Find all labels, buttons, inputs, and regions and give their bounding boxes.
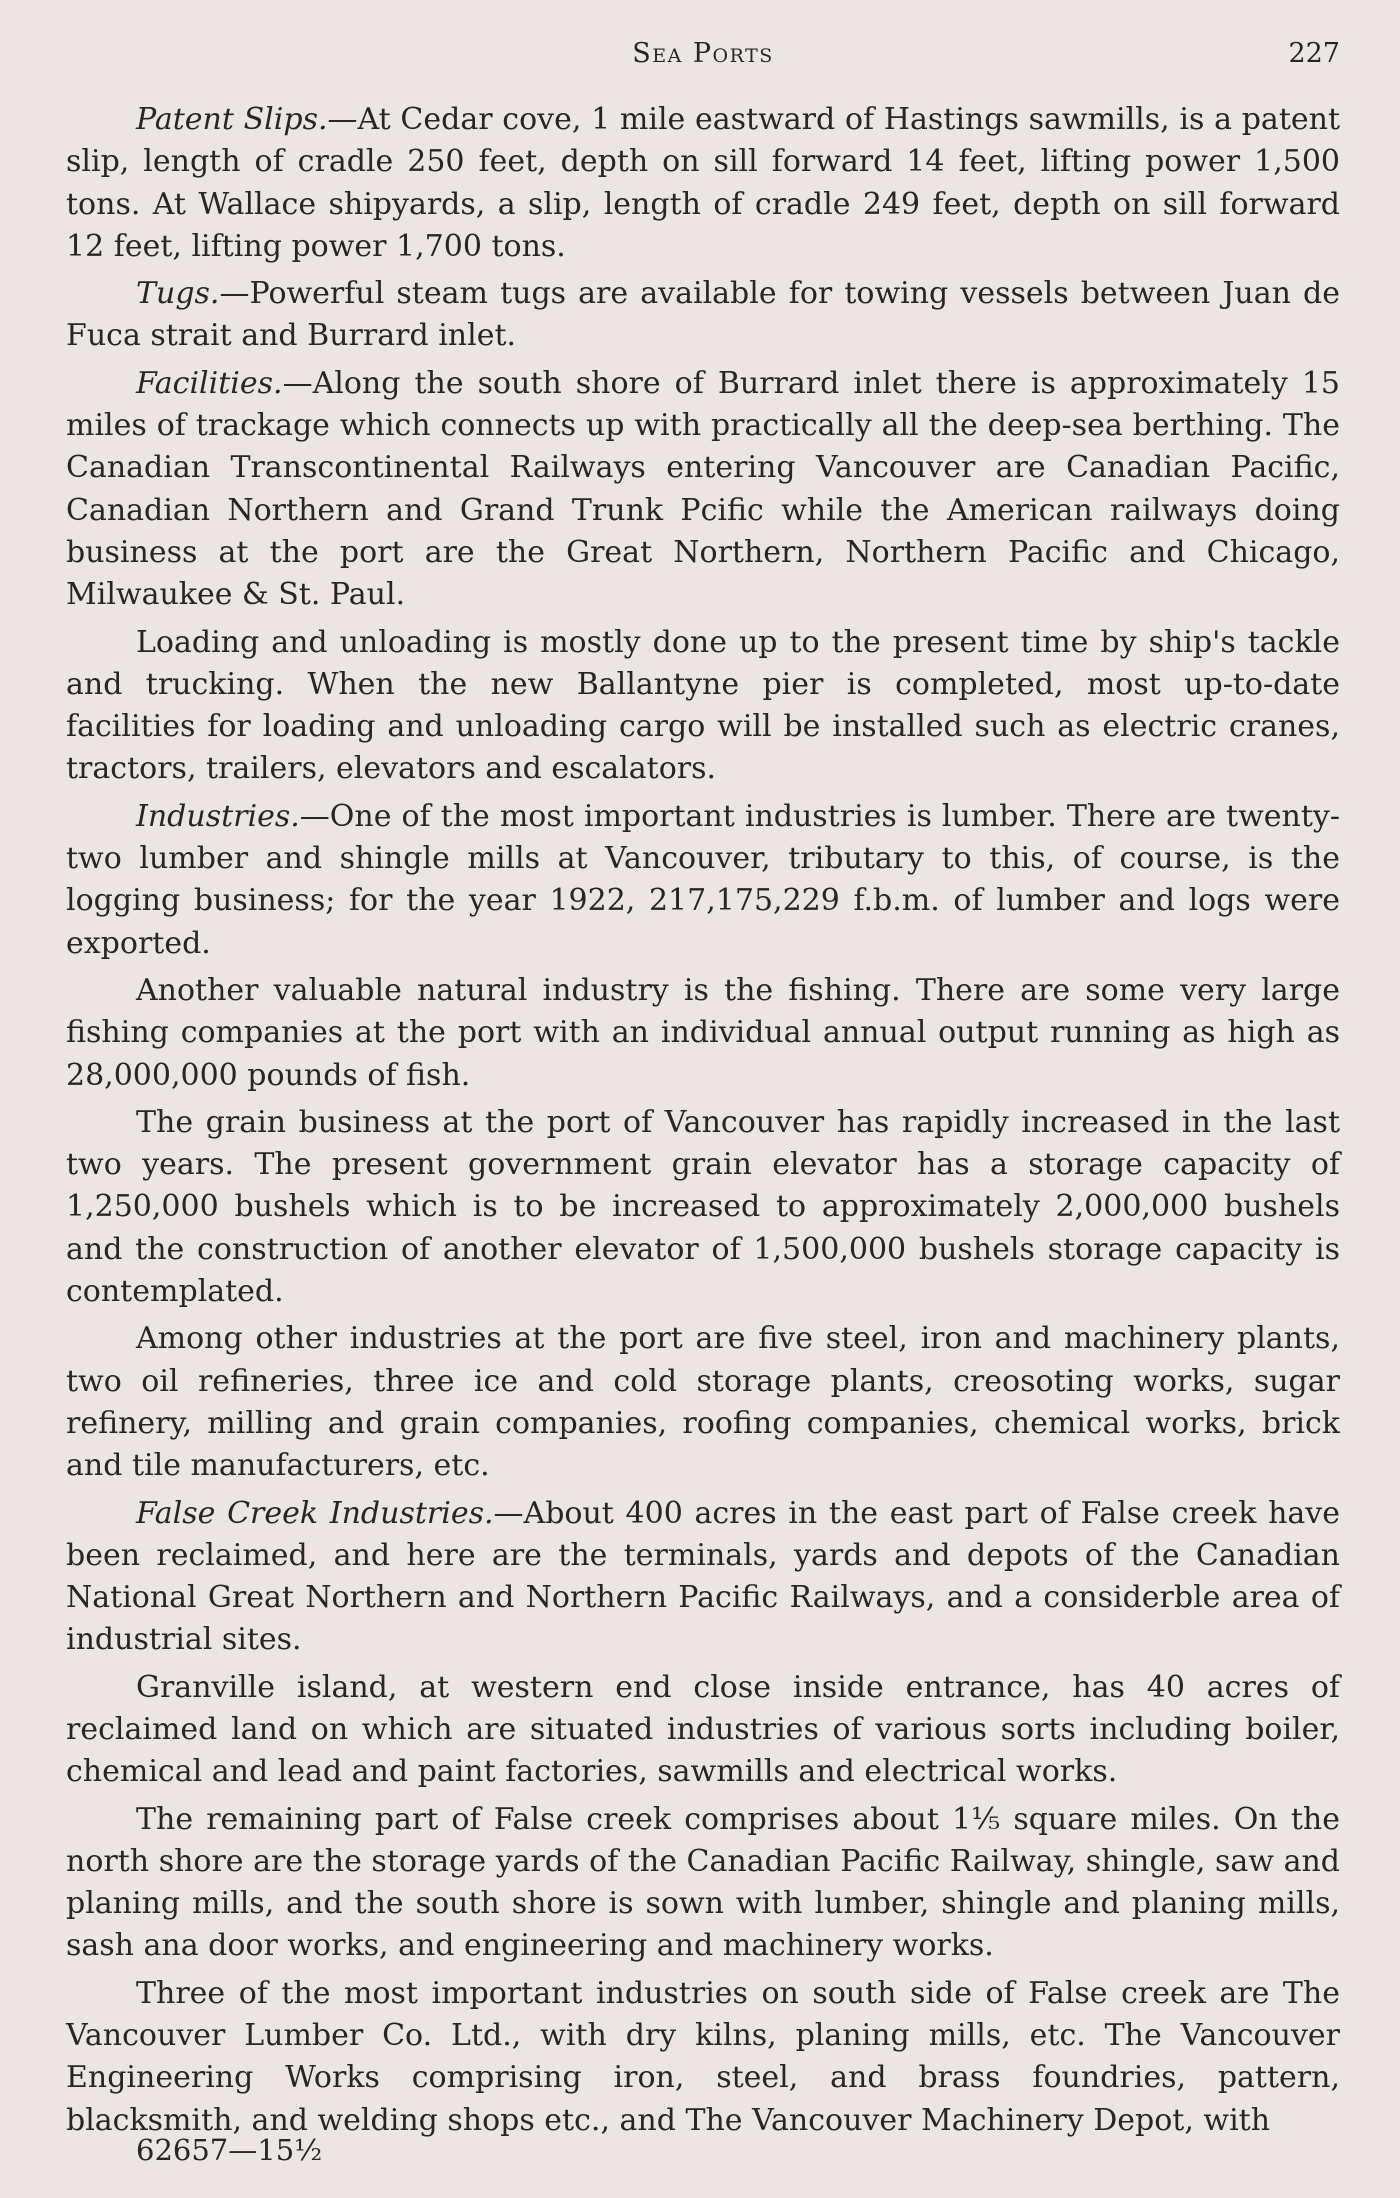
paragraph-text: The grain business at the port of Vancouver has rapidly increased in the last two years. The present government grain elevator has a storage capacity of 1,250,000 bushels which is to be increased to approximately 2,000,000 bushels and the construction of another elevator of 1,500,000 bushels storage capacity is contemplated. (66, 1104, 1340, 1310)
paragraph-grain (66, 1102, 1340, 1313)
paragraph-other-industries (66, 1318, 1340, 1487)
paragraph-text: —One of the most important industries is lumber. There are twenty-two lumber and shingle mills at Vancouver, tributary to this, of course, is the logging business; for the year 1922, 217,175,229 f.b.m. of lumber and logs were exported. (66, 798, 1340, 961)
paragraph-loading (66, 622, 1340, 791)
paragraph-facilities (66, 363, 1340, 617)
paragraph-lead: Facilities. (136, 365, 283, 401)
paragraph-text: Another valuable natural industry is the fishing. There are some very large fishing companies at the port with an individual annual output running as high as 28,000,000 pounds of fish. (66, 972, 1340, 1093)
paragraph-remaining-part (66, 1799, 1340, 1968)
paragraph-text: —About 400 acres in the east part of False creek have been reclaimed, and here are the terminals, yards and depots of the Canadian National Great Northern and Northern Pacific Railways, and a considerble area of industrial sites. (66, 1495, 1341, 1658)
paragraph-text: Granville island, at western end close inside entrance, has 40 acres of reclaimed land on which are situated industries of various sorts including boiler, chemical and lead and paint factories, sawmills and electrical works. (66, 1669, 1340, 1790)
body-text (66, 99, 1340, 2147)
paragraph-tugs (66, 273, 1340, 358)
paragraph-fishing (66, 970, 1340, 1097)
paragraph-lead: Patent Slips. (136, 102, 328, 137)
paragraph-text: —Along the south shore of Burrard inlet there is approximately 15 miles of trackage which connects up with practically all the deep-sea berthing. The Canadian Transcontinental Railways entering Vancouver are Canadian Pacific, Canadian Northern and Grand Trunk Pcific while the American railways doing business at the port are the Great Northern, Northern Pacific and Chicago, Milwaukee & St. Paul. (66, 365, 1340, 613)
printer-signature: 62657—15½ (136, 2133, 323, 2167)
paragraph-text: —Powerful steam tugs are available for towing vessels between Juan de Fuca strait and Burrard inlet. (66, 276, 1340, 354)
paragraph-lead: Industries. (136, 798, 300, 834)
running-title: Sea Ports (632, 38, 774, 69)
paragraph-text: Among other industries at the port are five steel, iron and machinery plants, two oil refineries, three ice and cold storage plants, creosoting works, sugar refinery, milling and grain companies, roofing companies, chemical works, brick and tile manufacturers, etc. (66, 1321, 1340, 1484)
paragraph-lead: False Creek Industries. (136, 1495, 494, 1531)
paragraph-three-industries (66, 1973, 1340, 2142)
page-header (66, 38, 1340, 78)
paragraph-patent-slips (66, 99, 1340, 268)
paragraph-text: The remaining part of False creek comprises about 1⅕ square miles. On the north shore are the storage yards of the Canadian Pacific Railway, shingle, saw and planing mills, and the south shore is sown with lumber, shingle and planing mills, sash ana door works, and engineering and machinery works. (66, 1801, 1340, 1964)
paragraph-granville (66, 1667, 1340, 1794)
paragraph-text: Loading and unloading is mostly done up to the present time by ship's tackle and trucking. When the new Ballantyne pier is completed, most up-to-date facilities for loading and unloading cargo will be installed such as electric cranes, tractors, trailers, elevators and escalators. (66, 624, 1340, 787)
page-number: 227 (1288, 38, 1340, 69)
paragraph-false-creek (66, 1493, 1340, 1662)
paragraph-text: Three of the most important industries on south side of False creek are The Vancouver Lumber Co. Ltd., with dry kilns, planing mills, etc. The Vancouver Engineering Works comprising iron, steel, and brass foundries, pattern, blacksmith, and welding shops etc., and The Vancouver Machinery Depot, with (66, 1975, 1340, 2138)
paragraph-text: —At Cedar cove, 1 mile eastward of Hastings sawmills, is a patent slip, length of cradle 250 feet, depth on sill forward 14 feet, lifting power 1,500 tons. At Wallace shipyards, a slip, length of cradle 249 feet, depth on sill forward 12 feet, lifting power 1,700 tons. (66, 102, 1340, 264)
paragraph-lead: Tugs. (136, 276, 220, 312)
paragraph-industries (66, 796, 1340, 965)
